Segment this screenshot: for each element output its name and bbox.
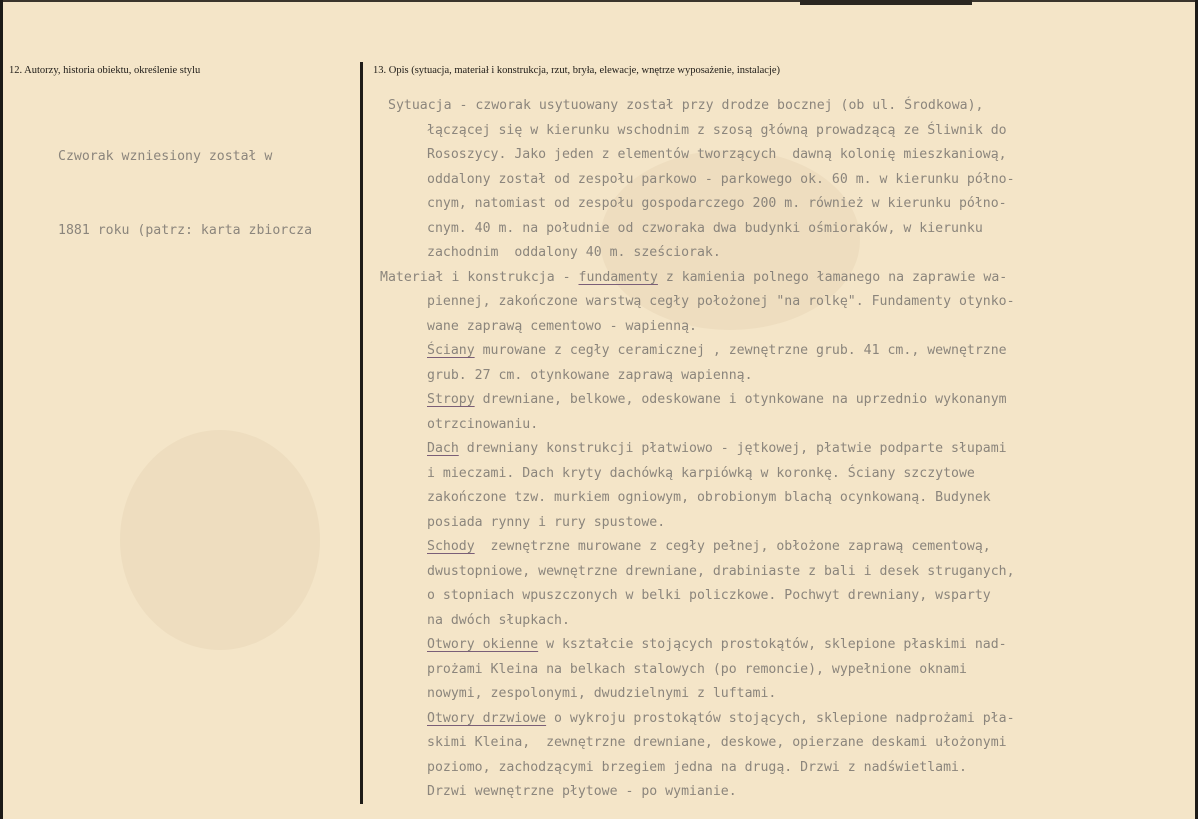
section-13-line: Rososzycy. Jako jeden z elementów tworzących dawną kolonię mieszkaniową, [427, 147, 1007, 162]
underlined-heading: Dach [427, 441, 459, 456]
underlined-heading: Schody [427, 539, 475, 554]
section-13-header: 13. Opis (sytuacja, materiał i konstrukcja, rzut, bryła, elewacje, wnętrze wyposażenie, instalacje) [373, 65, 781, 76]
line-text: w kształcie stojących prostokątów, sklepione płaskimi nad- [538, 637, 1007, 652]
section-13-line [427, 633, 1015, 658]
section-13-line [427, 339, 1015, 364]
section-13-line [427, 707, 1015, 732]
section-12-line: Czworak wzniesiony został w [58, 149, 273, 164]
section-13-line: otrzcinowaniu. [427, 416, 539, 432]
section-13-line: Sytuacja - czworak usytuowany został przy drodze bocznej (ob ul. Środkowa), [388, 98, 984, 113]
section-13-line: skimi Kleina, zewnętrzne drewniane, deskowe, opierzane deskami ułożonymi [427, 735, 1007, 750]
underlined-heading: Ściany [427, 343, 475, 358]
section-13-line: na dwóch słupkach. [427, 612, 570, 628]
card-top-border [0, 0, 1198, 2]
section-13-line: zachodnim oddalony 40 m. sześciorak. [427, 245, 721, 260]
card-left-border [0, 0, 3, 819]
section-12-line: 1881 roku (patrz: karta zbiorcza [58, 222, 313, 238]
section-13-line: Drzwi wewnętrzne płytowe - po wymianie. [427, 784, 737, 799]
section-12-text [58, 96, 312, 292]
underlined-heading: Stropy [427, 392, 475, 407]
section-13-line: posiada rynny i rury spustowe. [427, 514, 666, 530]
section-13-line [427, 437, 1015, 462]
section-13-line: prożami Kleina na belkach stalowych (po remoncie), wypełnione oknami [427, 661, 967, 677]
line-text: zewnętrzne murowane z cegły pełnej, obłożone zaprawą cementową, [474, 539, 991, 554]
section-12-header: 12. Autorzy, historia obiektu, określenie stylu [9, 65, 201, 76]
paper-stain [120, 430, 320, 650]
section-13-line: wane zaprawą cementowo - wapienną. [427, 318, 697, 334]
section-13-line: zakończone tzw. murkiem ogniowym, obrobionym blachą ocynkowaną. Budynek [427, 490, 991, 505]
section-13-line: poziomo, zachodzącymi brzegiem jedna na drugą. Drzwi z nadświetlami. [427, 759, 967, 775]
section-13-line: cnym. 40 m. na południe od czworaka dwa budynki ośmioraków, w kierunku [427, 220, 983, 236]
section-13-line: łączącej się w kierunku wschodnim z szosą główną prowadzącą ze Śliwnik do [427, 122, 1007, 138]
section-13-line: piennej, zakończone warstwą cegły położonej "na rolkę". Fundamenty otynko- [427, 294, 1015, 309]
section-13-line: grub. 27 cm. otynkowane zaprawą wapienną. [427, 367, 753, 383]
column-divider [360, 62, 363, 804]
card-tab-mark [800, 0, 972, 5]
section-13-line: cnym, natomiast od zespołu gospodarczego 200 m. również w kierunku półno- [427, 196, 1007, 211]
section-13-line: dwustopniowe, wewnętrzne drewniane, drabiniaste z bali i desek struganych, [427, 563, 1015, 579]
section-13-line: nowymi, zespolonymi, dwudzielnymi z luftami. [427, 686, 777, 701]
section-13-line [427, 388, 1015, 413]
section-13-line [427, 535, 1015, 560]
line-text: Materiał i konstrukcja - [380, 269, 579, 285]
line-text: drewniany konstrukcji płatwiowo - jętkowej, płatwie podparte słupami [458, 441, 1007, 456]
underlined-heading: fundamenty [578, 269, 658, 285]
section-13-line [380, 266, 1015, 291]
section-13-line: oddalony został od zespołu parkowo - parkowego ok. 60 m. w kierunku półno- [427, 171, 1015, 187]
line-text: drewniane, belkowe, odeskowane i otynkowane na uprzednio wykonanym [474, 392, 1007, 407]
underlined-heading: Otwory okienne [427, 637, 539, 652]
line-text: o wykroju prostokątów stojących, sklepione nadprożami pła- [546, 710, 1015, 726]
underlined-heading: Otwory drzwiowe [427, 710, 547, 726]
line-text: murowane z cegły ceramicznej , zewnętrzne grub. 41 cm., wewnętrzne [474, 343, 1007, 358]
section-13-line: i mieczami. Dach kryty dachówką karpiówką w koronkę. Ściany szczytowe [427, 465, 975, 481]
line-text: z kamienia polnego łamanego na zaprawie wa- [657, 269, 1008, 285]
section-13-text [380, 94, 1015, 805]
section-13-line: o stopniach wpuszczonych w belki policzkowe. Pochwyt drewniany, wsparty [427, 588, 991, 603]
